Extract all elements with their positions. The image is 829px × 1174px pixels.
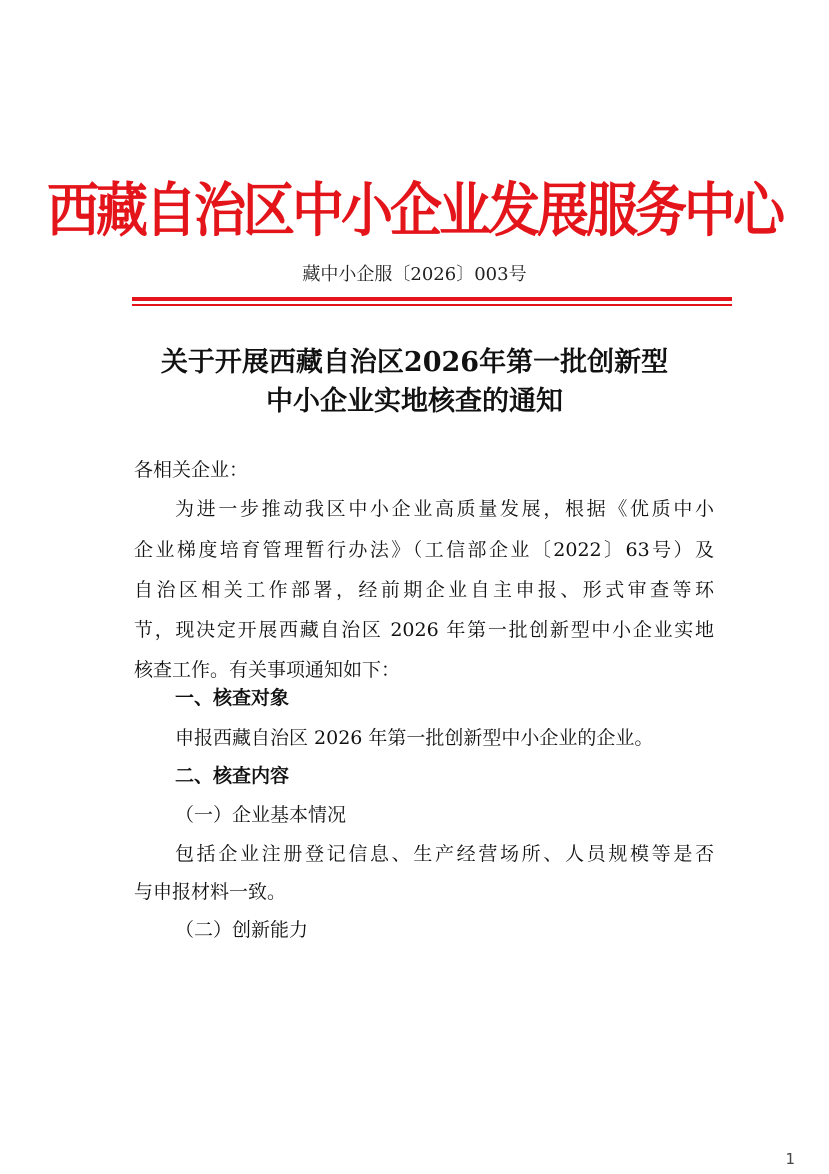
subsection-heading-basic-info: （一）企业基本情况	[175, 804, 347, 826]
page-number: 1	[785, 1150, 795, 1168]
intro-line-5: 核查工作。有关事项通知如下：	[134, 659, 401, 681]
section-text-targets: 申报西藏自治区 2026 年第一批创新型中小企业的企业。	[175, 727, 654, 749]
subsection-heading-innovation: （二）创新能力	[175, 919, 309, 941]
document-title-line-2: 中小企业实地核查的通知	[266, 386, 563, 417]
section-heading-targets: 一、核查对象	[175, 687, 290, 709]
intro-line-3: 自治区相关工作部署，经前期企业自主申报、形式审查等环	[134, 579, 714, 601]
red-separator-thin	[132, 304, 732, 306]
section-heading-content: 二、核查内容	[175, 765, 290, 787]
red-separator-thick	[132, 297, 732, 301]
intro-line-1: 为进一步推动我区中小企业高质量发展，根据《优质中小	[175, 498, 714, 520]
salutation: 各相关企业：	[134, 459, 249, 481]
org-header: 西藏自治区中小企业发展服务中心	[46, 178, 782, 246]
document-number: 藏中小企服〔2026〕003号	[302, 264, 527, 285]
intro-line-4: 节，现决定开展西藏自治区 2026 年第一批创新型中小企业实地	[134, 619, 714, 641]
document-title-line-1: 关于开展西藏自治区2026年第一批创新型	[160, 347, 669, 378]
intro-line-2: 企业梯度培育管理暂行办法》（工信部企业〔2022〕63号）及	[134, 539, 714, 561]
subsection-text-line-1: 包括企业注册登记信息、生产经营场所、人员规模等是否	[175, 843, 714, 865]
subsection-text-line-2: 与申报材料一致。	[134, 881, 287, 903]
